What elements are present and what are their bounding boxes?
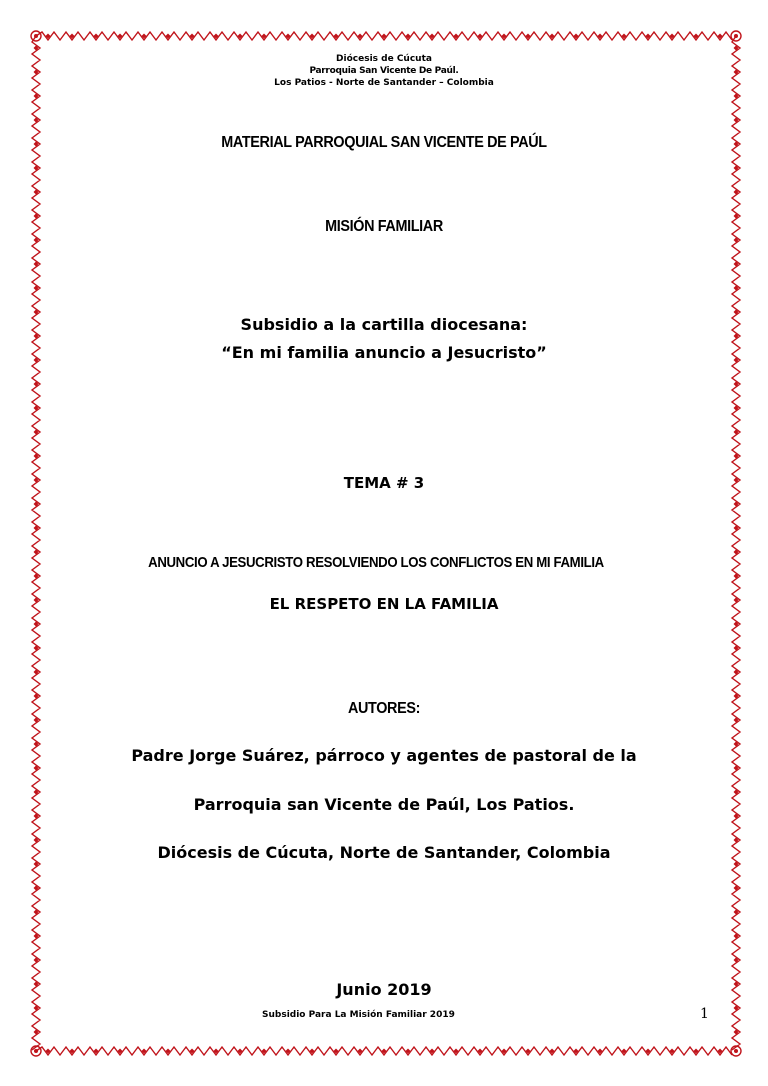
theme-subtitle: EL RESPETO EN LA FAMILIA <box>269 595 499 613</box>
theme-number: TEMA # 3 <box>343 474 425 492</box>
border-corner-dot <box>734 1049 738 1053</box>
header-parish: Parroquia San Vicente De Paúl. <box>309 66 459 76</box>
header-diocese: Diócesis de Cúcuta <box>336 54 432 64</box>
subsidy-line-1: Subsidio a la cartilla diocesana: <box>240 315 528 334</box>
border-corner-dot <box>34 1049 38 1053</box>
border-corner-dot <box>734 34 738 38</box>
theme-title: ANUNCIO A JESUCRISTO RESOLVIENDO LOS CONFLICTOS EN MI FAMILIA <box>148 554 604 571</box>
footer-text: Subsidio Para La Misión Familiar 2019 <box>262 1010 455 1020</box>
document-date: Junio 2019 <box>336 980 432 999</box>
authors-line-2: Parroquia san Vicente de Paúl, Los Patios. <box>193 795 575 814</box>
subsidy-line-2: “En mi familia anuncio a Jesucristo” <box>221 343 547 362</box>
page-number: 1 <box>700 1006 709 1022</box>
border-corner-dot <box>34 34 38 38</box>
mission-title: MISIÓN FAMILIAR <box>325 218 443 235</box>
material-title: MATERIAL PARROQUIAL SAN VICENTE DE PAÚL <box>221 134 547 151</box>
border-zigzag-line <box>32 36 40 1050</box>
authors-line-3: Diócesis de Cúcuta, Norte de Santander, Colombia <box>157 843 611 862</box>
authors-label: AUTORES: <box>347 700 421 717</box>
authors-line-1: Padre Jorge Suárez, párroco y agentes de pastoral de la <box>131 746 637 765</box>
border-zigzag-line <box>732 36 740 1050</box>
header-location: Los Patios - Norte de Santander – Colombia <box>274 78 494 88</box>
